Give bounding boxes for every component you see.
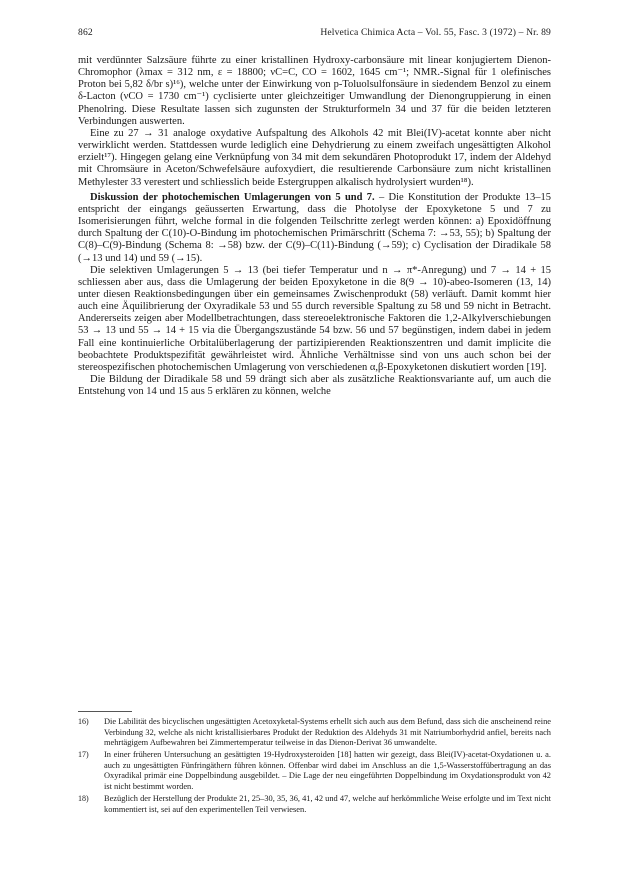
footnote-mark: 18): [78, 794, 89, 804]
section-heading: Diskussion der photochemischen Umlagerungen von 5 und 7.: [90, 191, 375, 203]
footnote: [78, 794, 551, 815]
running-head: Helvetica Chimica Acta – Vol. 55, Fasc. 3 (1972) – Nr. 89: [320, 27, 551, 38]
footnote-mark: 16): [78, 717, 89, 726]
footnote-divider: [78, 711, 132, 712]
page-number: 862: [78, 27, 93, 38]
footnote: [78, 750, 551, 792]
paragraph: Die Bildung der Diradikale 58 und 59 drängt sich aber als zusätzliche Reaktionsvariante auf, um auch die Entstehung von 14 und 15 aus 5 erklären zu können, welche: [78, 374, 551, 398]
footnote-mark: 17): [78, 750, 89, 760]
page-header: [78, 27, 551, 41]
footnote-text: Bezüglich der Herstellung der Produkte 21, 25–30, 35, 36, 41, 42 und 47, welche auf herkömmliche Weise erfolgte und im Text nicht kommentiert ist, sei auf den experimentellen Teil verwiesen.: [104, 794, 551, 814]
paragraph: mit verdünnter Salzsäure führte zu einer kristallinen Hydroxy-carbonsäure mit linear konjugiertem Dienon-Chromophor (λmax = 312 nm, ε = 18800; νC=C, CO = 1602, 1645 cm⁻¹; NMR.-Signal für 1 olefinisches Proton bei 5,82 δ/br s)¹⁶), welche unter der Einwirkung von p-Toluolsulfonsäure in siedendem Benzol zu einem δ-Lacton (νCO = 1730 cm⁻¹) cyclisierte unter gleichzeitiger Umwandlung der Dienongruppierung in einen Phenolring. Diese Resultate lassen sich zugunsten der Strukturformeln 34 und 37 für die beiden letzteren Verbindungen auswerten.: [78, 55, 551, 127]
footnote-text: In einer früheren Untersuchung an gesättigten 19-Hydroxysteroiden [18] hatten wir gezeigt, dass Blei(IV)-acetat-Oxydationen u. a. auch zu ungesättigten Fünfringäthern führen können. Offenbar wird dabei im Anschluss an die 1,5-Wasserstoffübertragung an das Oxyradikal primär eine Doppelbindung ausgebildet. – Die Lage der neu eingeführten Doppelbindung im Oxydationsprodukt von 42 ist nicht bestimmt worden.: [104, 750, 551, 792]
paragraph: Eine zu 27 → 31 analoge oxydative Aufspaltung des Alkohols 42 mit Blei(IV)-acetat konnte aber nicht verwirklicht werden. Stattdessen wurde lediglich eine Dehydrierung zu einem zweifach ungesättigten Alkohol erzielt¹⁷). Hingegen gelang eine Verknüpfung von 34 mit dem sekundären Photoprodukt 17, indem der Aldehyd mit Chromsäure in Aceton/Schwefelsäure aufoxydiert, die resultierende Carbonsäure zum nicht kristallinen Methylester 33 verestert und schliesslich beide Estergruppen alkalisch hydrolysiert wurden¹⁸).: [78, 127, 551, 188]
footnote: [78, 717, 551, 749]
footnote-text: Die Labilität des bicyclischen ungesättigten Acetoxyketal-Systems erhellt sich auch aus dem Befund, dass sich die anscheinend reine Verbindung 32, welche als nicht kristallisierbares Produkt der Reduktion des Aldehyds 31 mit Natriumborhydrid anfiel, bereits nach mehrtägigem Aufbewahren bei Zimmertemperatur teilweise in das Dienon-Derivat 36 umwandelte.: [104, 717, 551, 748]
section-paragraph: Diskussion der photochemischen Umlagerungen von 5 und 7. – Die Konstitution der Produkte 13–15 entspricht der eingangs geäusserten Erwartung, dass die Photolyse der Epoxyketone 5 und 7 zu Isomerisierungen führt, welche formal in die folgenden Teilschritte zerlegt werden können: a) Epoxidöffnung durch Spaltung der C(10)-O-Bindung im photochemischen Primärschritt (Schema 7: →53, 55); b) Spaltung der C(8)–C(9)-Bindung (Schema 8: →58) bzw. der C(9)–C(11)-Bindung (→59); c) Cyclisation der Diradikale 58 (→13 und 14) und 59 (→15).: [78, 191, 551, 264]
paragraph: Die selektiven Umlagerungen 5 → 13 (bei tiefer Temperatur und n → π*-Anregung) und 7 → 14 + 15 schliessen aber aus, dass die Umlagerung der beiden Epoxyketone in die 8(9 → 10)-abeo-Isomeren (13, 14) unter diesen Reaktionsbedingungen über ein gemeinsames Zwischenprodukt (58) verläuft. Damit kommt hier auch eine Äquilibrierung der Oxyradikale 53 und 55 durch reversible Spaltung zu 58 und 59 nicht in Betracht. Andererseits zeigen aber Modellbetrachtungen, dass stereoelektronische Faktoren die 1,2-Alkylverschiebungen 53 → 13 und 55 → 14 + 15 via die Übergangszustände 54 bzw. 56 und 57 begünstigen, indem dabei in jedem Fall eine kontinuierliche Orbitalüberlagerung der partizipierenden Reaktionszentren und damit implicite die beobachtete Produktspezifität gewährleistet wird. Ähnliche Verhältnisse sind von uns auch schon bei der stereospezifischen photochemischen Umlagerung von verschiedenen α,β-Epoxyketonen diskutiert worden [19].: [78, 264, 551, 373]
footnotes: [78, 717, 551, 817]
article-body: [78, 55, 551, 398]
